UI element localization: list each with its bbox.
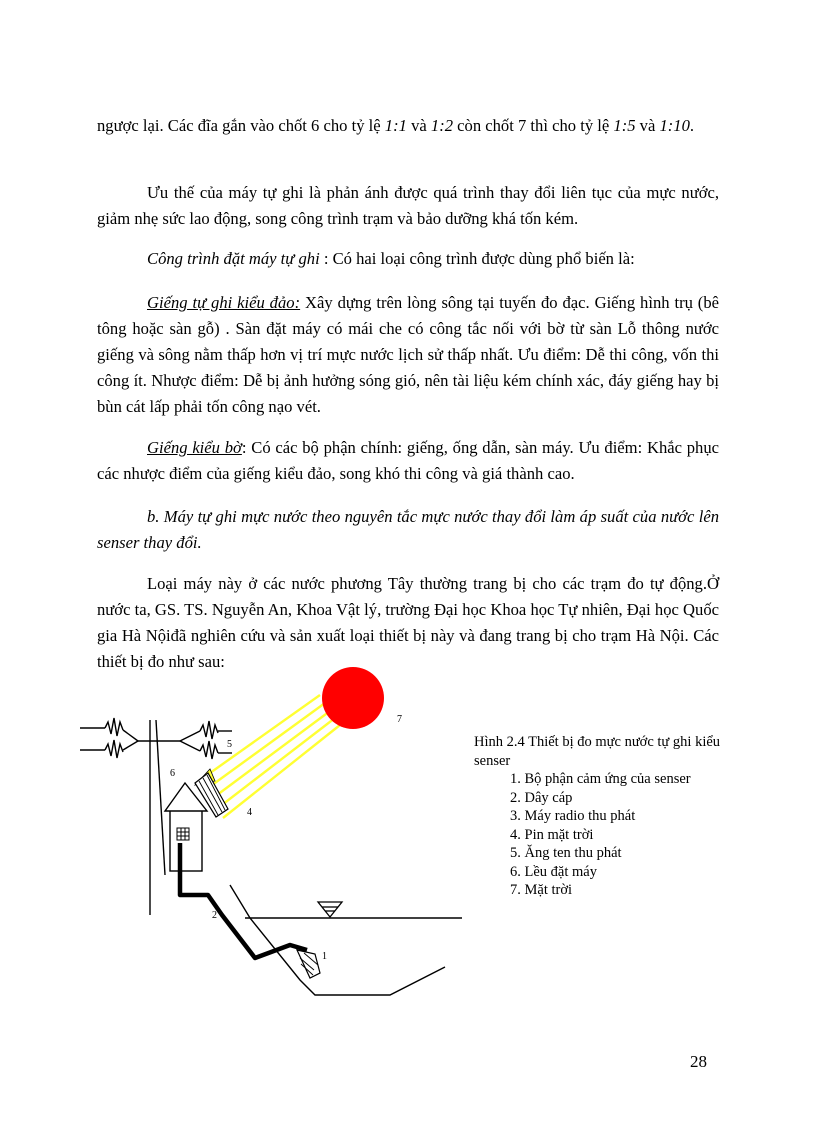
instrument-hut — [165, 783, 207, 871]
island-well-label: Giếng tự ghi kiểu đảo: — [147, 293, 301, 312]
marker-sensor: 1 — [322, 951, 327, 962]
river-bank — [230, 885, 462, 995]
sensor-head-icon — [297, 950, 320, 978]
caption-title: Hình 2.4 Thiết bị đo mực nước tự ghi kiểu senser — [474, 734, 721, 769]
solar-rays — [203, 695, 340, 818]
paragraph-island-well: Giếng tự ghi kiểu đảo: Xây dựng trên lòng sông tại tuyến đo đạc. Giếng hình trụ (bê tông hoặc sàn gỗ) . Sàn đặt máy có mái che có công tắc nối với bờ từ sàn Lỗ thông nước giếng và sông nằm thấp hơn vị trí mực nước lịch sử thấp nhất. Ưu điểm: Dễ thi công, vốn thi công ít. Nhược điểm: Dễ bị ảnh hưởng sóng gió, nên tài liệu kém chính xác, đáy giếng hay bị bùn cát lấp phải tốn công nạo vét. — [97, 293, 719, 416]
marker-solar-panel: 4 — [247, 807, 252, 818]
paragraph-advantages: Ưu thế của máy tự ghi là phản ánh được quá trình thay đổi liên tục của mực nước, giảm nhẹ sức lao động, song công trình trạm và bảo dưỡng khá tốn kém. — [97, 183, 719, 228]
legend-list — [474, 770, 744, 900]
marker-hut: 6 — [170, 768, 175, 779]
paragraph-section-b: b. Máy tự ghi mực nước theo nguyên tắc mực nước thay đổi làm áp suất của nước lên senser thay đổi. — [97, 507, 719, 552]
legend-item: 1. Bộ phận cảm ứng của senser — [510, 771, 691, 787]
marker-sun: 7 — [397, 714, 402, 725]
page-number: 28 — [690, 1052, 707, 1071]
antenna-mast — [150, 720, 165, 915]
paragraph-bank-well: Giếng kiểu bờ: Có các bộ phận chính: giếng, ống dẫn, sàn máy. Ưu điểm: Khắc phục các nhược điểm của giếng kiểu đảo, song khó thi công và giá thành cao. — [97, 438, 719, 483]
marker-cable: 2 — [212, 910, 217, 921]
sun-icon — [322, 667, 384, 729]
bank-well-label: Giếng kiểu bờ — [147, 438, 242, 457]
paragraph-western-countries: Loại máy này ở các nước phương Tây thường trang bị cho các trạm đo tự động.Ở nước ta, GS. TS. Nguyễn An, Khoa Vật lý, trường Đại học Khoa học Tự nhiên, Đại học Quốc gia Hà Nộiđã nghiên cứu và sản xuất loại thiết bị này và đang trang bị cho trạm Hà Nội. Các thiết bị đo như sau: — [97, 574, 719, 671]
legend-item: 6. Lều đặt máy — [510, 863, 597, 880]
legend-item: 3. Máy radio thu phát — [510, 808, 636, 824]
legend-item: 4. Pin mặt trời — [510, 826, 594, 843]
sensor-station-figure — [70, 665, 470, 1005]
legend-item: 7. Mặt trời — [510, 882, 573, 898]
figure-caption — [474, 733, 744, 900]
marker-antenna: 5 — [227, 739, 232, 750]
paragraph-structures: Công trình đặt máy tự ghi : Có hai loại công trình được dùng phổ biến là: — [147, 249, 635, 268]
paragraph-ratios: ngược lại. Các đĩa gắn vào chốt 6 cho tỷ lệ 1:1 và 1:2 còn chốt 7 thì cho tỷ lệ 1:5 và 1:10. — [97, 116, 695, 135]
radio-box-icon — [177, 828, 189, 840]
structures-label: Công trình đặt máy tự ghi — [147, 249, 320, 268]
legend-item: 5. Ăng ten thu phát — [510, 845, 622, 861]
legend-item: 2. Dây cáp — [510, 789, 573, 806]
water-level-icon — [318, 902, 342, 917]
